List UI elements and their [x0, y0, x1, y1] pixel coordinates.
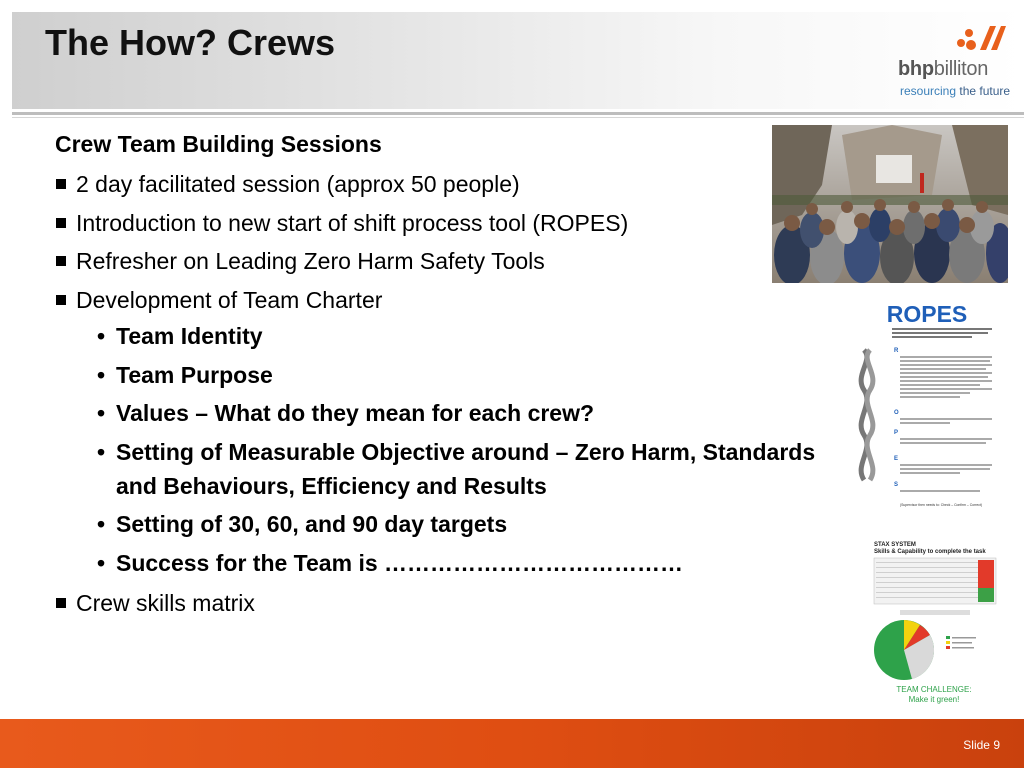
sub-bullet-item: • Setting of Measurable Objective around – Zero Harm, Standards and Behaviours, Efficiency and Results [55, 435, 836, 503]
logo-tagline: resourcing the future [900, 84, 1011, 98]
square-bullet-icon [56, 179, 66, 189]
bhp-billiton-logo [898, 24, 1011, 104]
slide-number: Slide 9 [963, 738, 1000, 752]
slide-footer [0, 719, 1024, 768]
dot-bullet-icon: • [97, 323, 106, 349]
dot-bullet-icon: • [97, 438, 106, 465]
dot-bullet-icon: • [97, 511, 106, 537]
bullet-item: Refresher on Leading Zero Harm Safety Tools [55, 242, 855, 281]
sub-bullet-item: • Success for the Team is ………………………………… [55, 546, 855, 580]
svg-text:E: E [894, 456, 899, 462]
square-bullet-icon [56, 598, 66, 608]
svg-text:ROPES: ROPES [886, 301, 968, 327]
sub-bullet-item: • Values – What do they mean for each crew? [55, 396, 855, 430]
sub-bullet-item: • Team Purpose [55, 358, 855, 392]
square-bullet-icon [56, 295, 66, 305]
sub-bullet-item: • Setting of 30, 60, and 90 day targets [55, 507, 855, 541]
bullet-item: Crew skills matrix [55, 584, 855, 623]
crew-session-photo [772, 125, 1008, 283]
svg-text:STAX SYSTEM: STAX SYSTEM [874, 542, 916, 548]
dot-bullet-icon: • [97, 361, 106, 388]
header-divider [12, 112, 1024, 115]
bullet-item: 2 day facilitated session (approx 50 people) [55, 165, 855, 204]
logo-mark-icon [956, 24, 1006, 52]
sub-bullet-item: • Team Identity [55, 319, 855, 353]
dot-bullet-icon: • [97, 400, 106, 426]
square-bullet-icon [56, 256, 66, 266]
slide-title: The How? Crews [45, 22, 336, 63]
stax-skills-diagram [870, 540, 1000, 708]
svg-text:Make it green!: Make it green! [908, 695, 960, 704]
square-bullet-icon [56, 218, 66, 228]
slide-body [55, 127, 855, 623]
logo-wordmark: bhpbilliton [898, 58, 989, 80]
svg-text:P: P [894, 430, 899, 436]
dot-bullet-icon: • [97, 549, 106, 576]
ropes-card [852, 300, 1002, 512]
svg-text:TEAM CHALLENGE:: TEAM CHALLENGE: [896, 685, 972, 694]
svg-text:Skills & Capability to complet: Skills & Capability to complete the task [874, 549, 986, 555]
bullet-item: Introduction to new start of shift process tool (ROPES) [55, 204, 855, 243]
stax-skills-card [870, 540, 1000, 708]
svg-text:R: R [894, 348, 899, 354]
section-heading: Crew Team Building Sessions [55, 131, 382, 157]
svg-text:S: S [894, 482, 899, 488]
ropes-diagram [852, 300, 1002, 512]
header-divider-thin [12, 117, 1024, 118]
svg-text:(Supervisor then needs to: Che: (Supervisor then needs to: Check – Confirm – Correct) [900, 503, 982, 507]
bullet-item: Development of Team Charter [55, 281, 855, 320]
svg-text:O: O [894, 410, 899, 416]
